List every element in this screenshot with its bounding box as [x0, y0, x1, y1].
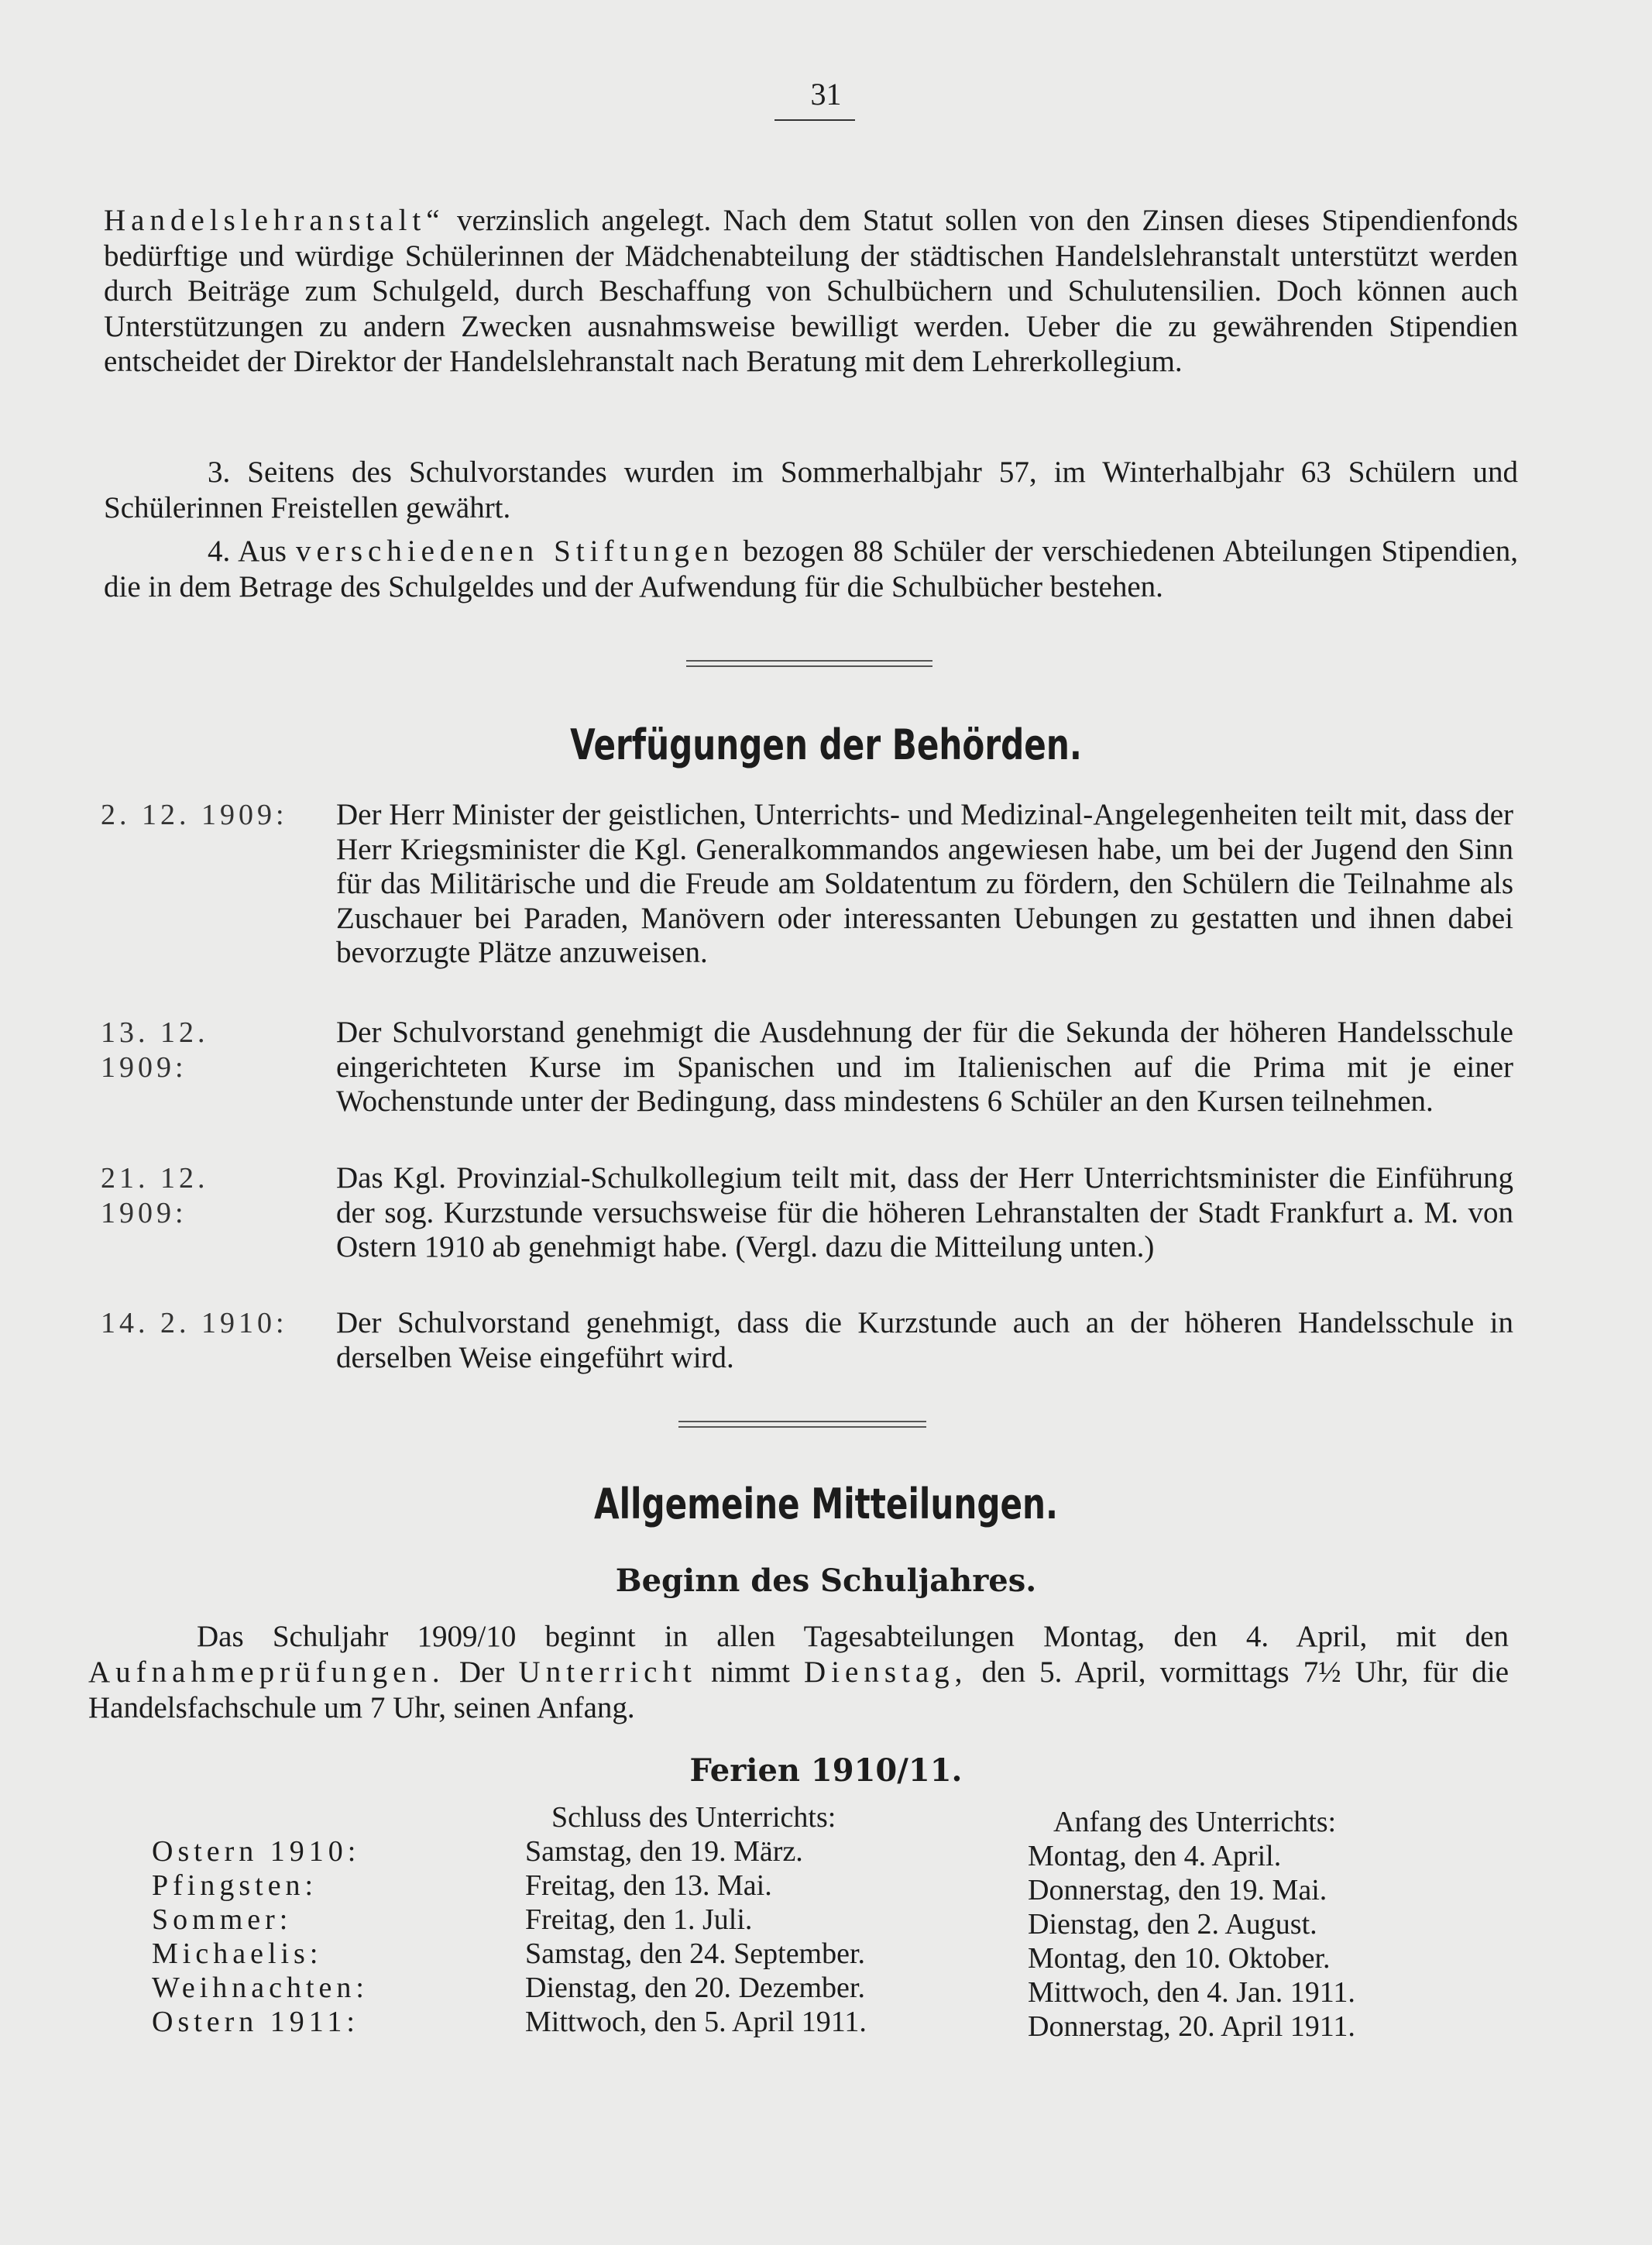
intro-paragraph-3-spaced: verschiedenen Stiftungen — [296, 535, 734, 568]
holiday-end-date: Freitag, den 1. Juli. — [525, 1903, 753, 1936]
holidays-start-header: Anfang des Unterrichts: — [1053, 1806, 1337, 1838]
holiday-start-date: Donnerstag, 20. April 1911. — [1028, 2010, 1355, 2043]
holiday-start-date: Montag, den 4. April. — [1028, 1840, 1282, 1872]
decree-date: 2. 12. 1909: — [101, 799, 288, 831]
holiday-start-date: Montag, den 10. Oktober. — [1028, 1942, 1331, 1975]
page-number: 31 — [810, 77, 842, 112]
holiday-name: Sommer: — [152, 1903, 293, 1936]
decree-date: 21. 12. 1909: — [101, 1162, 209, 1229]
holiday-end-date: Mittwoch, den 5. April 1911. — [525, 2006, 867, 2038]
schuljahr-spaced-1: Aufnahmeprüfungen. — [88, 1655, 445, 1689]
schuljahr-spaced-3: Dienstag, — [804, 1655, 968, 1689]
intro-paragraph-1 — [104, 203, 1518, 380]
decree-text: Der Schulvorstand genehmigt die Ausdehnung der für die Sekunda der höheren Handelsschule eingerichteten Kurse im Spanischen und im Italienischen auf die Prima mit je einer Wochenstunde unter der Bedingung, dass mindestens 6 Schüler an den Kursen teilnehmen. — [336, 1016, 1513, 1118]
holiday-name: Ostern 1911: — [152, 2006, 359, 2038]
section-title-mitteilungen: Allgemeine Mitteilungen. — [593, 1480, 1059, 1528]
decree-text: Das Kgl. Provinzial-Schulkollegium teilt mit, dass der Herr Unterrichtsminister die Einführung der sog. Kurzstunde versuchsweise für die höheren Lehranstalten der Stadt Frankfurt a. M. von Ostern 1910 ab genehmigt habe. (Vergl. dazu die Mitteilung unten.) — [336, 1161, 1513, 1263]
schuljahr-paragraph — [88, 1619, 1509, 1726]
holiday-start-date: Dienstag, den 2. August. — [1028, 1908, 1317, 1941]
intro-paragraph-2: 3. Seitens des Schulvorstandes wurden im Sommerhalbjahr 57, im Winterhalbjahr 63 Schülern und Schülerinnen Freistellen gewährt. — [104, 456, 1518, 524]
holiday-start-date: Mittwoch, den 4. Jan. 1911. — [1028, 1976, 1355, 2009]
holiday-start-date: Donnerstag, den 19. Mai. — [1028, 1874, 1327, 1906]
section-divider-1 — [686, 660, 932, 667]
holiday-name: Weihnachten: — [152, 1972, 369, 2004]
holiday-end-date: Freitag, den 13. Mai. — [525, 1869, 772, 1902]
decree-text: Der Herr Minister der geistlichen, Unterrichts- und Medizinal-Angelegenheiten teilt mit, dass der Herr Kriegsminister die Kgl. Generalkommandos angewiesen habe, um bei der Jugend den Sinn für das Militärische und die Freude am Soldatentum zu fördern, den Schülern die Teilnahme als Zuschauer bei Paraden, Manövern oder interessanten Uebungen zu gestatten und ihnen dabei bevorzugte Plätze anzuweisen. — [336, 798, 1513, 969]
holidays-name-column — [152, 1834, 369, 2039]
intro-paragraph-3 — [104, 534, 1518, 604]
holiday-name: Michaelis: — [152, 1937, 323, 1970]
decree-text: Der Schulvorstand genehmigt, dass die Kurzstunde auch an der höheren Handelsschule in derselben Weise eingeführt wird. — [336, 1306, 1513, 1374]
section-divider-2 — [678, 1421, 926, 1428]
decree-date: 13. 12. 1909: — [101, 1016, 209, 1084]
schuljahr-text-a: Das Schuljahr 1909/10 beginnt in allen Tagesabteilungen Montag, den 4. April, mit den — [197, 1620, 1509, 1653]
schuljahr-text-d: den 5. April, vormittags 7½ Uhr, für die Handelsfachschule um 7 Uhr, seinen Anfang. — [88, 1655, 1509, 1724]
holidays-end-header: Schluss des Unterrichts: — [551, 1801, 836, 1834]
subsection-title-schuljahr: Beginn des Schuljahres. — [615, 1563, 1037, 1599]
holidays-end-column — [525, 1834, 867, 2039]
page-number-rule — [774, 119, 855, 121]
decree-date: 14. 2. 1910: — [101, 1307, 288, 1339]
holiday-name: Pfingsten: — [152, 1869, 318, 1902]
holiday-name: Ostern 1910: — [152, 1835, 361, 1868]
schuljahr-text-c: nimmt — [711, 1655, 790, 1689]
holidays-start-column — [1028, 1839, 1355, 2044]
section-title-verfuegungen: Verfügungen der Behörden. — [570, 720, 1082, 769]
intro-lead-word: Handelslehranstalt“ — [104, 204, 445, 237]
schuljahr-spaced-2: Unterricht — [518, 1655, 697, 1689]
holiday-end-date: Samstag, den 19. März. — [525, 1835, 803, 1868]
intro-paragraph-3-rest: bezogen 88 Schüler der verschiedenen Abteilungen Stipendien, die in dem Betrage des Schulgeldes und der Aufwendung für die Schulbücher bestehen. — [104, 535, 1519, 603]
schuljahr-text-b: Der — [459, 1655, 505, 1689]
intro-paragraph-1-text: verzinslich angelegt. Nach dem Statut sollen von den Zinsen dieses Stipendienfonds bedürftige und würdige Schülerinnen der Mädchenabteilung der städtischen Handelslehranstalt unterstützt werden durch Beiträge zum Schulgeld, durch Beschaffung von Schulbüchern und Schulutensilien. Doch können auch Unterstützungen zu andern Zwecken ausnahmsweise bewilligt werden. Ueber die zu gewährenden Stipendien entscheidet der Direktor der Handelslehranstalt nach Beratung mit dem Lehrerkollegium. — [104, 204, 1519, 378]
holiday-end-date: Samstag, den 24. September. — [525, 1937, 866, 1970]
holiday-end-date: Dienstag, den 20. Dezember. — [525, 1972, 865, 2004]
intro-paragraph-3-start: 4. Aus — [208, 535, 287, 568]
holidays-title: Ferien 1910/11. — [689, 1752, 963, 1789]
